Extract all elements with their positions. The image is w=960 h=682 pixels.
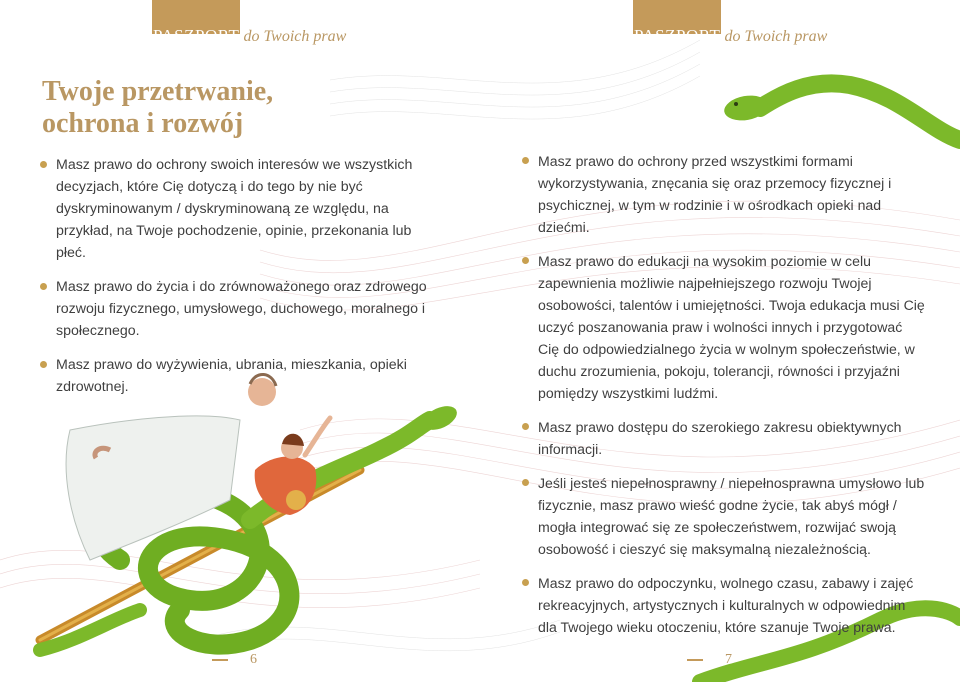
header-subtitle: do Twoich praw (724, 28, 828, 45)
page-number: 6 (250, 652, 257, 667)
list-item (522, 150, 926, 238)
list-item (40, 154, 440, 264)
folio-rule (212, 659, 228, 661)
left-rights-list (40, 154, 440, 410)
page-number: 7 (725, 652, 732, 667)
gold-dot-icon (40, 161, 47, 168)
page-title (42, 76, 442, 140)
list-item (40, 354, 440, 398)
list-item-text: Masz prawo do ochrony swoich interesów we wszystkich decyzjach, które Cię dotyczą i do tego by nie być dyskryminowanym / dyskryminowaną ze względu, na przykład, na Twoje pochodzenie, opinie, przekonania lub płeć. (56, 157, 413, 261)
list-item (522, 416, 926, 460)
list-item-text: Masz prawo do ochrony przed wszystkimi formami wykorzystywania, znęcania się oraz przemocy fizycznej i psychicznej, w tym w rodzinie i w ośrodkach opieki nad dziećmi. (538, 153, 892, 235)
list-item-text: Masz prawo dostępu do szerokiego zakresu obiektywnych informacji. (538, 419, 902, 457)
list-item (522, 572, 926, 638)
right-rights-list (522, 150, 926, 650)
page-number-left (212, 652, 257, 668)
list-item-text: Masz prawo do życia i do zrównoważonego oraz zdrowego rozwoju fizycznego, umysłowego, duchowego, moralnego i społecznego. (56, 279, 427, 339)
gold-dot-icon (522, 579, 529, 586)
folio-rule (687, 659, 703, 661)
header-left (152, 0, 346, 48)
page-title-line2: ochrona i rozwój (42, 108, 244, 139)
gold-dot-icon (522, 157, 529, 164)
header-subtitle: do Twoich praw (243, 28, 347, 45)
gold-dot-icon (522, 479, 529, 486)
list-item (40, 276, 440, 342)
list-item-text: Jeśli jesteś niepełnosprawny / niepełnosprawna umysłowo lub fizycznie, masz prawo wieść godne życie, tak abyś mógł / mogła integrować się ze społeczeństwem, rozwijać swoją osobowość i cieszyć się maksymalną niezależnością. (538, 475, 925, 557)
snake-top-right-icon (722, 83, 960, 140)
header-brand: PASZPORT (153, 26, 240, 45)
gold-dot-icon (522, 257, 529, 264)
list-item (522, 472, 926, 560)
list-item-text: Masz prawo do wyżywienia, ubrania, mieszkania, opieki zdrowotnej. (56, 357, 407, 395)
gold-dot-icon (40, 283, 47, 290)
list-item (522, 250, 926, 404)
page-number-right (687, 652, 732, 668)
list-item-text: Masz prawo do edukacji na wysokim poziomie w celu zapewnienia możliwie najpełniejszego rozwoju Twojej osobowości, talentów i umiejętności. Twoja edukacja musi Cię uczyć poszanowania praw i wolności innych i przygotować Cię do odpowiedzialnego życia w wolnym społeczeństwie, w duchu zrozumienia, pokoju, tolerancji, równości i przyjaźni pomiędzy wszystkimi ludźmi. (538, 253, 925, 401)
page-title-line1: Twoje przetrwanie, (42, 76, 274, 107)
header-right (633, 0, 827, 48)
gold-dot-icon (522, 423, 529, 430)
list-item-text: Masz prawo do odpoczynku, wolnego czasu, zabawy i zajęć rekreacyjnych, artystycznych i kulturalnych w odpowiednim dla Twojego wieku otoczeniu, które szanuje Twoje prawa. (538, 575, 914, 635)
gold-dot-icon (40, 361, 47, 368)
header-brand: PASZPORT (634, 26, 721, 45)
